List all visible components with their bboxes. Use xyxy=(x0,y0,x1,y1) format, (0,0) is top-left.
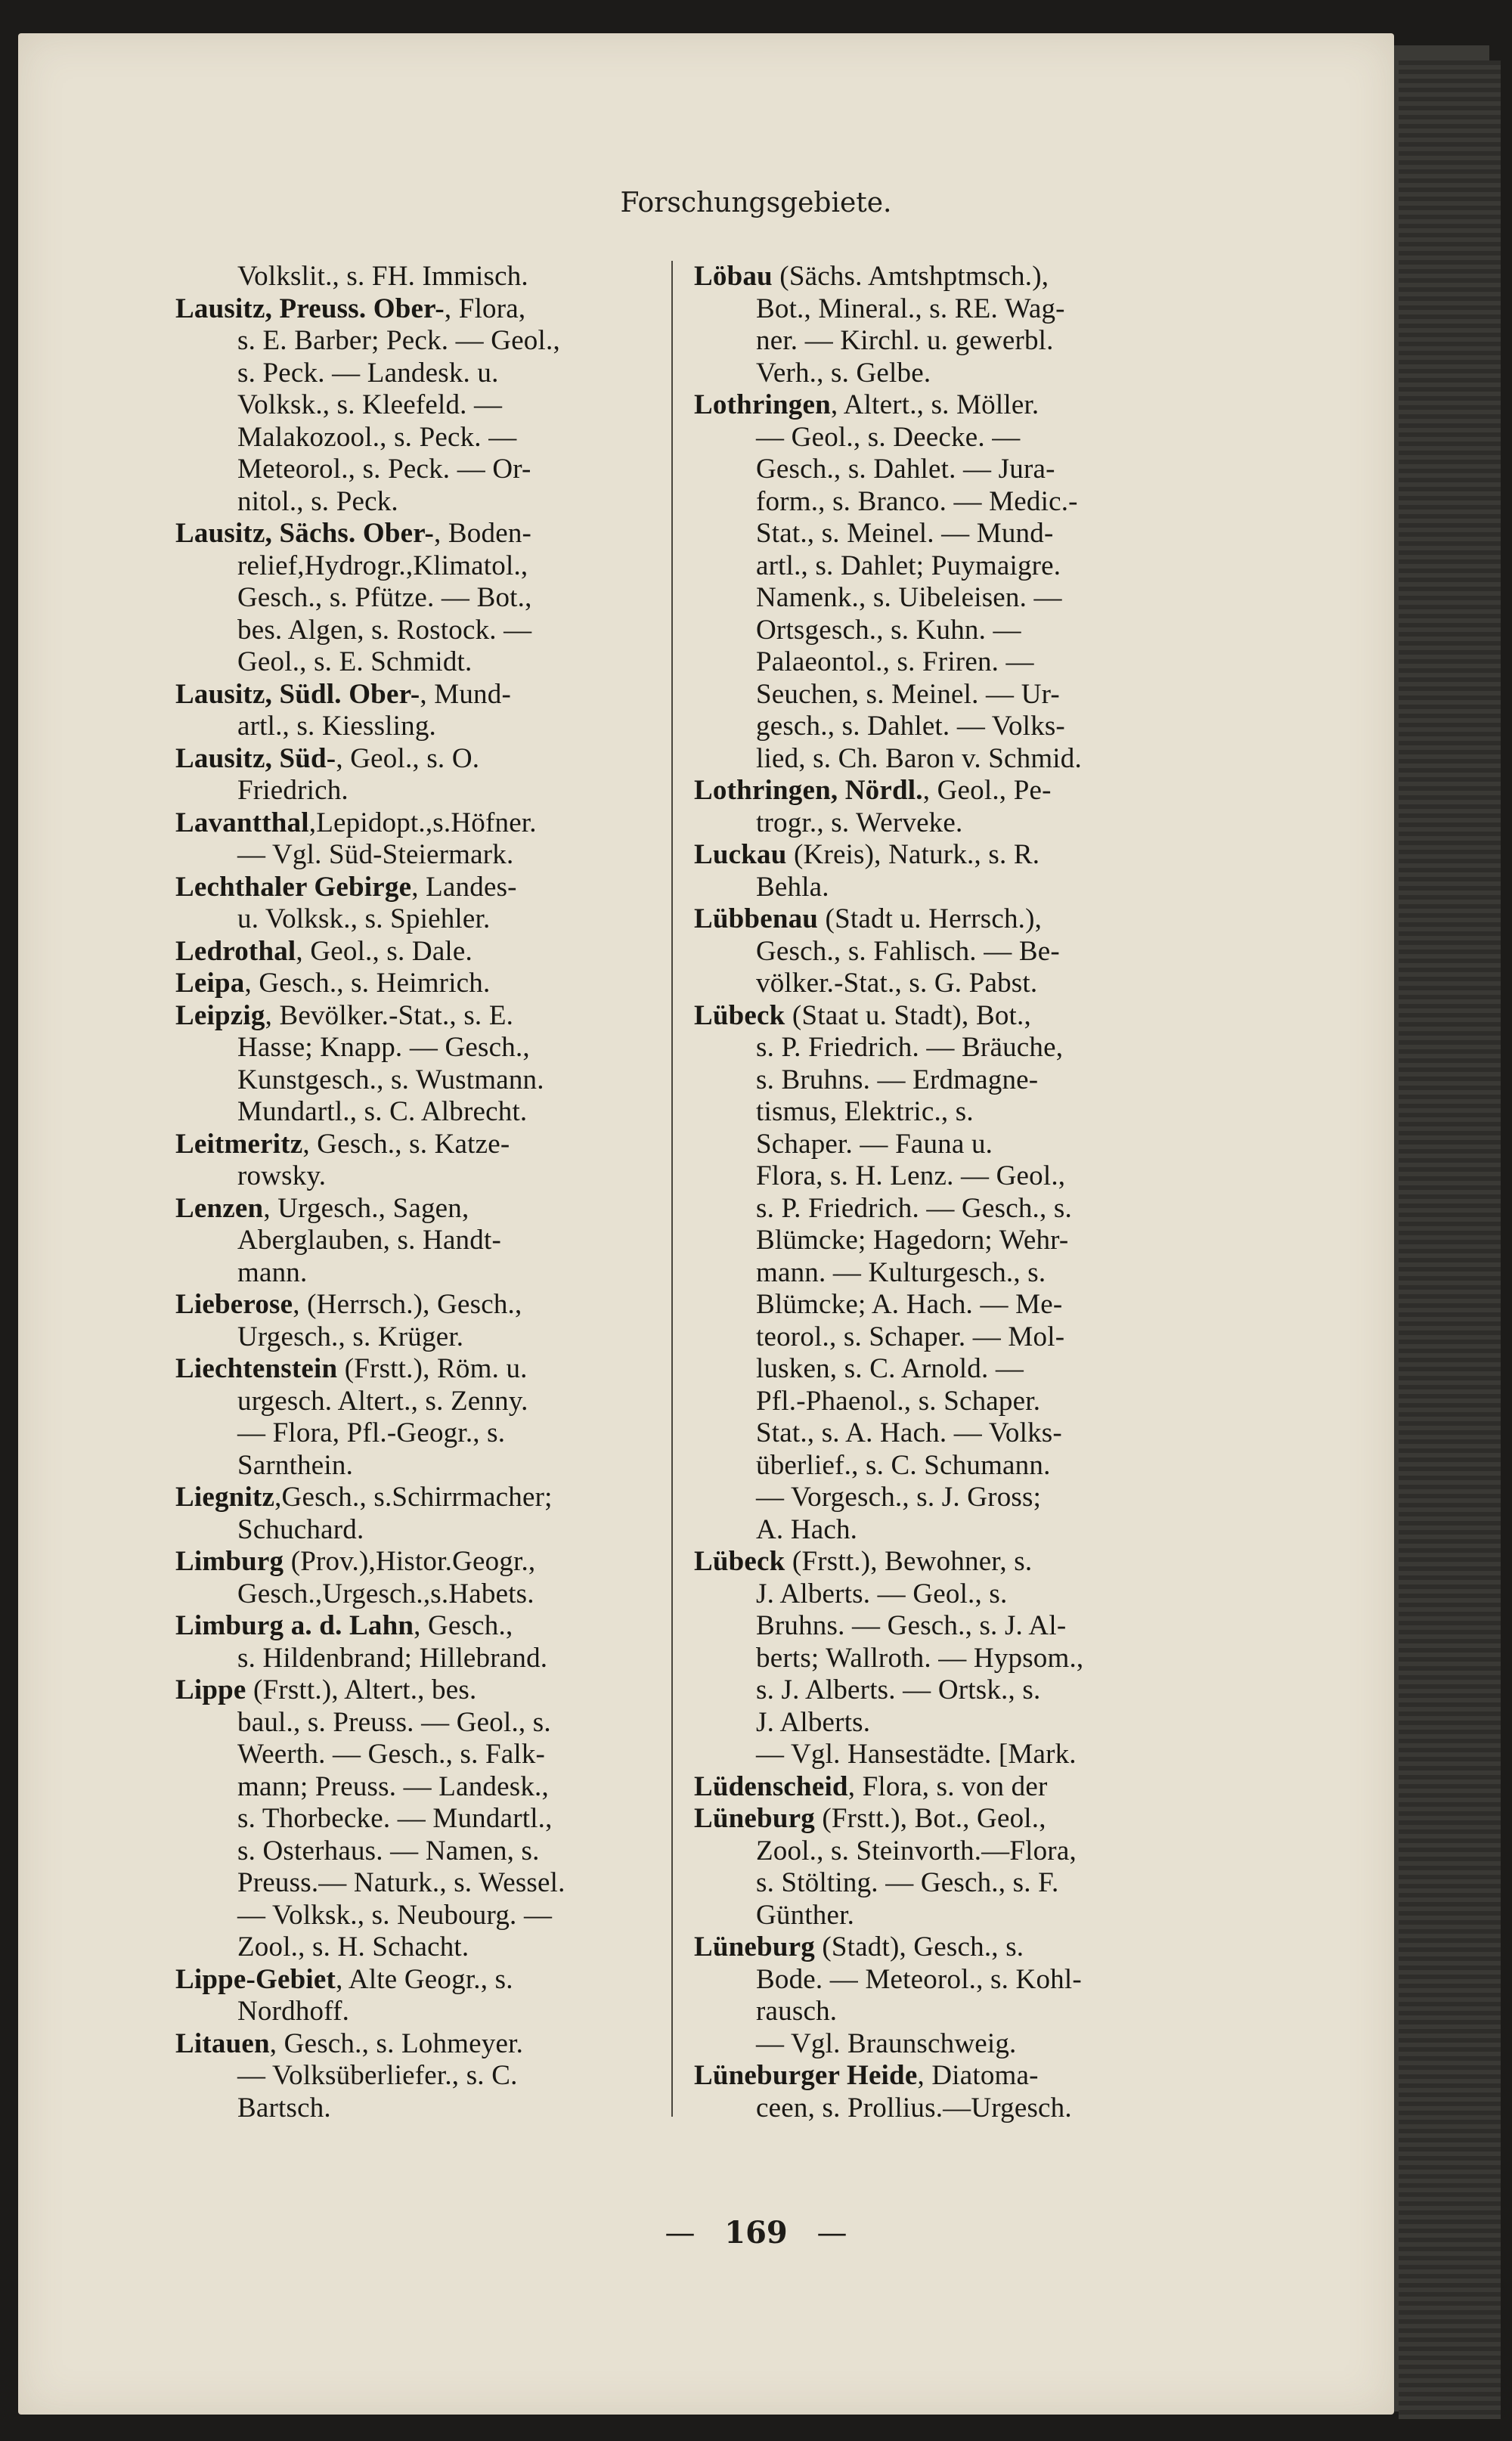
entry-text: lusken, s. C. Arnold. — xyxy=(756,1353,1024,1384)
entry-text: gesch., s. Dahlet. — Volks- xyxy=(756,711,1065,742)
entry-continuation-line xyxy=(694,1064,1178,1097)
entry-text: Friedrich. xyxy=(237,775,349,806)
entry-text: Urgesch., s. Krüger. xyxy=(237,1321,464,1352)
entry-continuation-line xyxy=(175,1417,652,1450)
entry-text: überlief., s. C. Schumann. xyxy=(756,1449,1051,1481)
entry-line xyxy=(175,1129,652,1161)
entry-text: , Urgesch., Sagen, xyxy=(263,1192,469,1224)
entry-line xyxy=(694,903,1178,936)
entry-text: s. P. Friedrich. — Gesch., s. xyxy=(756,1192,1072,1224)
entry-line xyxy=(694,2060,1178,2093)
entry-continuation-line xyxy=(694,454,1178,486)
entry-text: völker.-Stat., s. G. Pabst. xyxy=(756,968,1038,999)
entry-keyword: Löbau xyxy=(694,261,773,292)
entry-line xyxy=(175,743,652,776)
entry-continuation-line xyxy=(694,1193,1178,1225)
entry-continuation-line xyxy=(175,903,652,936)
entry-continuation-line xyxy=(175,1771,652,1804)
entry-continuation-line xyxy=(694,1514,1178,1547)
entry-continuation-line xyxy=(175,2093,652,2125)
entry-line xyxy=(175,872,652,904)
entry-continuation-line xyxy=(694,1482,1178,1514)
entry-continuation-line xyxy=(694,743,1178,776)
entry-continuation-line xyxy=(175,775,652,807)
entry-line xyxy=(175,1000,652,1033)
entry-text: relief,Hydrogr.,Klimatol., xyxy=(237,550,528,581)
entry-line xyxy=(175,936,652,968)
entry-text: Volkslit., s. FH. Immisch. xyxy=(237,261,528,292)
entry-text: urgesch. Altert., s. Zenny. xyxy=(237,1385,528,1417)
entry-text: , Alte Geogr., s. xyxy=(336,1963,513,1995)
entry-continuation-line xyxy=(694,550,1178,583)
entry-continuation-line xyxy=(175,1096,652,1129)
left-column xyxy=(175,261,652,2124)
entry-keyword: Lavantthal xyxy=(175,807,309,838)
entry-line xyxy=(175,293,652,326)
page-header: Forschungsgebiete. xyxy=(620,187,892,218)
entry-continuation-line xyxy=(694,1996,1178,2028)
entry-keyword: Ledrothal xyxy=(175,935,296,967)
entry-line xyxy=(175,1610,652,1643)
entry-text: Bartsch. xyxy=(237,2092,331,2123)
entry-continuation-line xyxy=(694,1739,1178,1771)
entry-continuation-line xyxy=(175,550,652,583)
entry-continuation-line xyxy=(175,325,652,358)
entry-continuation-line xyxy=(694,1386,1178,1418)
entry-text: Stat., s. Meinel. — Mund- xyxy=(756,518,1054,549)
entry-text: , Bevölker.-Stat., s. E. xyxy=(265,999,514,1031)
entry-continuation-line xyxy=(175,389,652,422)
entry-text: ,Lepidopt.,s.Höfner. xyxy=(308,807,537,838)
entry-continuation-line xyxy=(175,1160,652,1193)
entry-line xyxy=(694,1803,1178,1835)
entry-text: Bruhns. — Gesch., s. J. Al- xyxy=(756,1610,1067,1641)
entry-keyword: Lausitz, Südl. Ober- xyxy=(175,678,420,710)
entry-continuation-line xyxy=(694,1674,1178,1707)
entry-text: ,Gesch., s.Schirrmacher; xyxy=(274,1482,553,1513)
entry-text: Hasse; Knapp. — Gesch., xyxy=(237,1032,530,1063)
entry-keyword: Luckau xyxy=(694,839,787,870)
entry-continuation-line xyxy=(694,1450,1178,1482)
page-footer xyxy=(0,2215,1512,2250)
right-column xyxy=(694,261,1178,2124)
entry-line xyxy=(694,261,1178,293)
entry-text: s. Thorbecke. — Mundartl., xyxy=(237,1803,553,1834)
entry-continuation-line xyxy=(175,1996,652,2028)
entry-continuation-line xyxy=(175,486,652,519)
entry-text: , Gesch., s. Katze- xyxy=(302,1128,510,1160)
entry-text: tismus, Elektric., s. xyxy=(756,1096,974,1127)
entry-text: (Stadt), Gesch., s. xyxy=(814,1931,1024,1962)
entry-continuation-line xyxy=(175,454,652,486)
entry-text: Palaeontol., s. Friren. — xyxy=(756,646,1034,677)
entry-text: , Flora, xyxy=(444,293,526,324)
entry-continuation-line xyxy=(694,711,1178,743)
entry-continuation-line xyxy=(175,1900,652,1932)
entry-text: , Diatoma- xyxy=(917,2060,1039,2091)
entry-text: Ortsgesch., s. Kuhn. — xyxy=(756,614,1021,646)
entry-line xyxy=(175,1964,652,1996)
entry-continuation-line xyxy=(694,325,1178,358)
entry-text: mann. — Kulturgesch., s. xyxy=(756,1256,1046,1288)
entry-continuation-line xyxy=(694,358,1178,390)
entry-line xyxy=(175,1289,652,1321)
entry-continuation-line xyxy=(694,582,1178,615)
entry-keyword: Lausitz, Süd- xyxy=(175,742,336,774)
entry-keyword: Limburg xyxy=(175,1546,284,1577)
entry-text: , Geol., s. O. xyxy=(336,742,480,774)
entry-line xyxy=(694,1546,1178,1578)
entry-line xyxy=(175,968,652,1000)
entry-line xyxy=(694,389,1178,422)
entry-text: ceen, s. Prollius.—Urgesch. xyxy=(756,2092,1072,2123)
entry-text: , Landes- xyxy=(411,871,517,903)
entry-text: Blümcke; Hagedorn; Wehr- xyxy=(756,1225,1069,1256)
entry-text: Weerth. — Gesch., s. Falk- xyxy=(237,1739,546,1770)
entry-text: artl., s. Dahlet; Puymaigre. xyxy=(756,550,1061,581)
entry-text: (Prov.),Histor.Geogr., xyxy=(284,1546,536,1577)
entry-line xyxy=(175,1193,652,1225)
entry-line xyxy=(175,679,652,711)
entry-text: , Flora, s. von der xyxy=(847,1770,1048,1802)
entry-keyword: Lüneburger Heide xyxy=(694,2060,918,2091)
entry-line xyxy=(175,807,652,840)
entry-text: J. Alberts. — Geol., s. xyxy=(756,1578,1008,1609)
entry-continuation-line xyxy=(694,1129,1178,1161)
entry-text: A. Hach. xyxy=(756,1513,858,1545)
entry-continuation-line xyxy=(175,1835,652,1868)
entry-keyword: Liechtenstein xyxy=(175,1353,338,1384)
entry-line xyxy=(175,518,652,550)
entry-text: , Geol., s. Dale. xyxy=(296,935,472,967)
entry-text: Geol., s. E. Schmidt. xyxy=(237,646,472,677)
entry-text: rausch. xyxy=(756,1996,838,2027)
entry-continuation-line xyxy=(175,358,652,390)
entry-continuation-line xyxy=(175,422,652,454)
entry-line xyxy=(694,1931,1178,1964)
entry-text: berts; Wallroth. — Hypsom., xyxy=(756,1642,1084,1674)
entry-continuation-line xyxy=(694,2093,1178,2125)
footer-dash-right: — xyxy=(816,2216,847,2250)
entry-continuation-line xyxy=(694,518,1178,550)
entry-text: teorol., s. Schaper. — Mol- xyxy=(756,1321,1065,1352)
entry-text: Mundartl., s. C. Albrecht. xyxy=(237,1096,528,1127)
entry-text: s. Hildenbrand; Hillebrand. xyxy=(237,1642,548,1674)
entry-continuation-line xyxy=(694,1900,1178,1932)
entry-continuation-line xyxy=(175,582,652,615)
entry-continuation-line xyxy=(694,1578,1178,1611)
entry-continuation-line xyxy=(175,615,652,647)
entry-text: mann; Preuss. — Landesk., xyxy=(237,1770,549,1802)
entry-text: s. P. Friedrich. — Bräuche, xyxy=(756,1032,1064,1063)
entry-text: bes. Algen, s. Rostock. — xyxy=(237,614,532,646)
entry-keyword: Lüneburg xyxy=(694,1931,815,1962)
entry-text: , Gesch., s. Heimrich. xyxy=(244,968,491,999)
entry-keyword: Lippe-Gebiet xyxy=(175,1963,336,1995)
entry-text: — Volksk., s. Neubourg. — xyxy=(237,1899,553,1931)
entry-keyword: Lippe xyxy=(175,1674,246,1705)
entry-keyword: Lüneburg xyxy=(694,1803,815,1834)
entry-text: Verh., s. Gelbe. xyxy=(756,357,931,389)
entry-keyword: Lüdenscheid xyxy=(694,1770,848,1802)
entry-text: Schaper. — Fauna u. xyxy=(756,1128,993,1160)
entry-text: — Geol., s. Deecke. — xyxy=(756,421,1021,453)
entry-continuation-line xyxy=(694,1032,1178,1064)
entry-text: Aberglauben, s. Handt- xyxy=(237,1225,501,1256)
entry-keyword: Leitmeritz xyxy=(175,1128,303,1160)
entry-text: Seuchen, s. Meinel. — Ur- xyxy=(756,678,1060,710)
entry-keyword: Lieberose xyxy=(175,1289,293,1320)
entry-line xyxy=(694,1771,1178,1804)
entry-continuation-line xyxy=(175,1643,652,1675)
entry-text: s. Peck. — Landesk. u. xyxy=(237,357,499,389)
entry-continuation-line xyxy=(694,807,1178,840)
entry-keyword: Lothringen, Nördl. xyxy=(694,775,923,806)
entry-text: , Gesch., s. Lohmeyer. xyxy=(269,2027,524,2059)
entry-text: , Mund- xyxy=(420,678,511,710)
entry-text: s. Bruhns. — Erdmagne- xyxy=(756,1064,1039,1095)
entry-text: u. Volksk., s. Spiehler. xyxy=(237,903,491,934)
entry-text: — Vorgesch., s. J. Gross; xyxy=(756,1482,1042,1513)
entry-line xyxy=(175,1674,652,1707)
entry-text: (Kreis), Naturk., s. R. xyxy=(786,839,1040,870)
entry-text: , Geol., Pe- xyxy=(922,775,1052,806)
entry-keyword: Lübeck xyxy=(694,999,785,1031)
entry-text: Namenk., s. Uibeleisen. — xyxy=(756,582,1062,613)
entry-continuation-line xyxy=(694,646,1178,679)
entry-text: Behla. xyxy=(756,871,829,903)
entry-text: Kunstgesch., s. Wustmann. xyxy=(237,1064,544,1095)
entry-continuation-line xyxy=(694,679,1178,711)
entry-keyword: Leipa xyxy=(175,968,245,999)
column-divider xyxy=(671,261,673,2117)
entry-text: Schuchard. xyxy=(237,1513,364,1545)
entry-continuation-line xyxy=(694,293,1178,326)
entry-text: ner. — Kirchl. u. gewerbl. xyxy=(756,325,1054,356)
entry-text: — Vgl. Hansestädte. [Mark. xyxy=(756,1739,1077,1770)
entry-continuation-line xyxy=(175,1867,652,1900)
entry-continuation-line xyxy=(175,1032,652,1064)
entry-continuation-line xyxy=(175,1064,652,1097)
entry-text: Gesch., s. Fahlisch. — Be- xyxy=(756,935,1060,967)
entry-continuation-line xyxy=(694,968,1178,1000)
entry-text: trogr., s. Werveke. xyxy=(756,807,963,838)
entry-text: , (Herrsch.), Gesch., xyxy=(293,1289,522,1320)
entry-continuation-line xyxy=(694,1160,1178,1193)
entry-continuation-line xyxy=(175,1739,652,1771)
entry-text: — Volksüberliefer., s. C. xyxy=(237,2060,518,2091)
entry-continuation-line xyxy=(694,1225,1178,1257)
entry-keyword: Lausitz, Sächs. Ober- xyxy=(175,518,435,549)
entry-keyword: Litauen xyxy=(175,2027,270,2059)
entry-keyword: Limburg a. d. Lahn xyxy=(175,1610,414,1641)
entry-text: Nordhoff. xyxy=(237,1996,350,2027)
entry-text: (Staat u. Stadt), Bot., xyxy=(785,999,1031,1031)
entry-continuation-line xyxy=(694,1707,1178,1739)
entry-text: Bode. — Meteorol., s. Kohl- xyxy=(756,1963,1082,1995)
entry-text: (Frstt.), Bewohner, s. xyxy=(785,1546,1033,1577)
entry-continuation-line xyxy=(175,711,652,743)
footer-dash-left: — xyxy=(665,2216,696,2250)
entry-keyword: Lübeck xyxy=(694,1546,785,1577)
entry-text: (Stadt u. Herrsch.), xyxy=(818,903,1043,934)
entry-line xyxy=(175,2028,652,2061)
entry-continuation-line xyxy=(694,486,1178,519)
entry-text: (Frstt.), Röm. u. xyxy=(337,1353,528,1384)
entry-continuation-line xyxy=(175,1514,652,1547)
entry-continuation-line xyxy=(694,1417,1178,1450)
entry-keyword: Lechthaler Gebirge xyxy=(175,871,412,903)
entry-continuation-line xyxy=(694,1353,1178,1386)
entry-text: , Gesch., xyxy=(414,1610,513,1641)
entry-text: — Vgl. Süd-Steiermark. xyxy=(237,839,514,870)
book-binding xyxy=(1399,60,1501,2419)
entry-continuation-line xyxy=(694,1867,1178,1900)
entry-keyword: Leipzig xyxy=(175,999,265,1031)
entry-text: J. Alberts. xyxy=(756,1706,871,1738)
entry-continuation-line xyxy=(694,872,1178,904)
entry-text: Gesch., s. Pfütze. — Bot., xyxy=(237,582,532,613)
entry-text: mann. xyxy=(237,1256,308,1288)
entry-continuation-line xyxy=(175,646,652,679)
entry-text: Meteorol., s. Peck. — Or- xyxy=(237,454,531,485)
entry-continuation-line xyxy=(175,1931,652,1964)
entry-line xyxy=(694,839,1178,872)
entry-line xyxy=(694,775,1178,807)
entry-keyword: Liegnitz xyxy=(175,1482,275,1513)
entry-continuation-line xyxy=(694,1321,1178,1354)
entry-text: Malakozool., s. Peck. — xyxy=(237,421,517,453)
entry-text: Zool., s. H. Schacht. xyxy=(237,1931,469,1962)
entry-text: Flora, s. H. Lenz. — Geol., xyxy=(756,1160,1066,1191)
page-number: 169 xyxy=(724,2215,788,2250)
entry-text: , Altert., s. Möller. xyxy=(830,389,1040,420)
entry-text: Stat., s. A. Hach. — Volks- xyxy=(756,1417,1062,1448)
entry-text: Preuss.— Naturk., s. Wessel. xyxy=(237,1867,565,1898)
entry-keyword: Lausitz, Preuss. Ober- xyxy=(175,293,445,324)
entry-continuation-line xyxy=(694,1835,1178,1868)
entry-text: artl., s. Kiessling. xyxy=(237,711,436,742)
entry-text: s. Stölting. — Gesch., s. F. xyxy=(756,1867,1059,1898)
entry-keyword: Lübbenau xyxy=(694,903,819,934)
entry-continuation-line xyxy=(175,1386,652,1418)
entry-text: Blümcke; A. Hach. — Me- xyxy=(756,1289,1063,1320)
entry-continuation-line xyxy=(694,2028,1178,2061)
entry-continuation-line xyxy=(694,1096,1178,1129)
entry-continuation-line xyxy=(175,839,652,872)
entry-keyword: Lothringen xyxy=(694,389,831,420)
entry-text: Bot., Mineral., s. RE. Wag- xyxy=(756,293,1065,324)
entry-continuation-line xyxy=(694,422,1178,454)
entry-text: Volksk., s. Kleefeld. — xyxy=(237,389,503,420)
entry-text: — Flora, Pfl.-Geogr., s. xyxy=(237,1417,506,1448)
entry-text: form., s. Branco. — Medic.- xyxy=(756,485,1078,517)
entry-text: Pfl.-Phaenol., s. Schaper. xyxy=(756,1385,1041,1417)
entry-text: rowsky. xyxy=(237,1160,327,1191)
entry-continuation-line xyxy=(175,2060,652,2093)
entry-line xyxy=(175,1482,652,1514)
entry-text: Zool., s. Steinvorth.—Flora, xyxy=(756,1835,1077,1866)
entry-continuation-line xyxy=(175,1803,652,1835)
entry-text: (Sächs. Amtshptmsch.), xyxy=(772,261,1049,292)
entry-continuation-line xyxy=(694,1289,1178,1321)
entry-continuation-line xyxy=(694,1257,1178,1290)
entry-line xyxy=(694,1000,1178,1033)
entry-continuation-line xyxy=(175,1707,652,1739)
entry-continuation-line xyxy=(694,1610,1178,1643)
entry-text: Gesch.,Urgesch.,s.Habets. xyxy=(237,1578,534,1609)
entry-continuation-line xyxy=(175,1257,652,1290)
entry-text: Gesch., s. Dahlet. — Jura- xyxy=(756,454,1055,485)
entry-continuation-line xyxy=(175,1321,652,1354)
entry-text: s. Osterhaus. — Namen, s. xyxy=(237,1835,540,1866)
entry-continuation-line xyxy=(694,936,1178,968)
entry-text: (Frstt.), Bot., Geol., xyxy=(814,1803,1046,1834)
entry-text: Sarnthein. xyxy=(237,1449,354,1481)
entry-continuation-line xyxy=(694,1643,1178,1675)
entry-continuation-line xyxy=(175,1225,652,1257)
entry-continuation-line xyxy=(694,615,1178,647)
entry-continuation-line xyxy=(175,1450,652,1482)
entry-text: , Boden- xyxy=(434,518,532,549)
entry-text: lied, s. Ch. Baron v. Schmid. xyxy=(756,742,1082,774)
entry-text: — Vgl. Braunschweig. xyxy=(756,2027,1017,2059)
entry-line xyxy=(175,1546,652,1578)
entry-continuation-line xyxy=(694,1964,1178,1996)
entry-line xyxy=(175,1353,652,1386)
entry-continuation-line xyxy=(175,261,652,293)
entry-text: baul., s. Preuss. — Geol., s. xyxy=(237,1706,551,1738)
entry-text: Günther. xyxy=(756,1899,855,1931)
entry-keyword: Lenzen xyxy=(175,1192,264,1224)
entry-continuation-line xyxy=(175,1578,652,1611)
entry-text: s. E. Barber; Peck. — Geol., xyxy=(237,325,560,356)
entry-text: s. J. Alberts. — Ortsk., s. xyxy=(756,1674,1041,1705)
entry-text: nitol., s. Peck. xyxy=(237,485,398,517)
entry-text: (Frstt.), Altert., bes. xyxy=(246,1674,477,1705)
